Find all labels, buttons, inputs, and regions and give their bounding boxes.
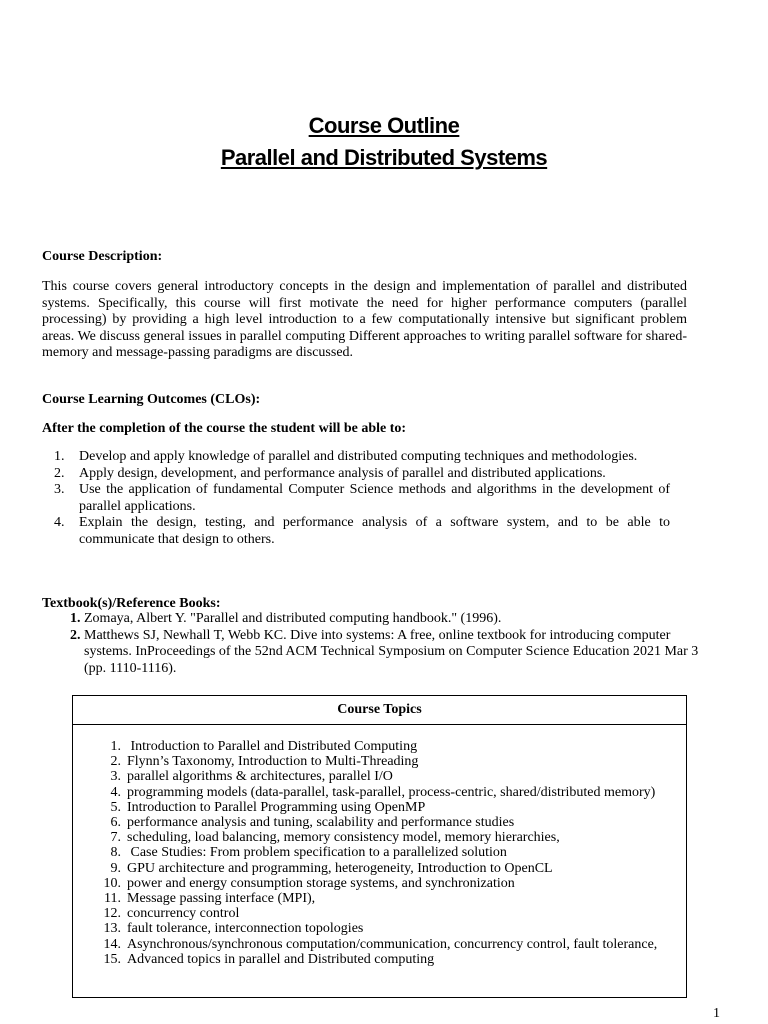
topic-item bbox=[73, 952, 673, 967]
topic-text: scheduling, load balancing, memory consistency model, memory hierarchies, bbox=[127, 830, 560, 846]
topic-item bbox=[73, 906, 673, 921]
course-description-text: This course covers general introductory concepts in the design and implementation of parallel and distributed systems. Specifically, this course will first motivate the need for higher performance computers (parallel processing) by providing a high level introduction to a few computationally intensive but significant problem areas. We discuss general issues in parallel computing Different approaches to writing parallel software for shared-memory and message-passing paradigms are discussed. bbox=[42, 279, 687, 361]
topic-item bbox=[73, 861, 673, 876]
topic-item bbox=[73, 891, 673, 906]
document-title: Course Outline bbox=[308, 113, 460, 138]
topic-number: 4. bbox=[110, 784, 121, 800]
textbook-text: Zomaya, Albert Y. "Parallel and distributed computing handbook." (1996). bbox=[84, 611, 502, 626]
topic-number: 10. bbox=[103, 875, 121, 891]
topic-item bbox=[73, 937, 673, 952]
course-topics-table bbox=[72, 695, 687, 998]
topic-text: power and energy consumption storage systems, and synchronization bbox=[127, 875, 515, 891]
topic-number: 9. bbox=[110, 860, 121, 876]
topic-text: programming models (data-parallel, task-parallel, process-centric, shared/distributed memory) bbox=[127, 784, 656, 800]
topic-text: Message passing interface (MPI), bbox=[127, 891, 316, 907]
course-topics-list bbox=[73, 739, 673, 967]
topic-text: Advanced topics in parallel and Distributed computing bbox=[127, 951, 435, 967]
clo-item bbox=[42, 466, 670, 483]
topic-item bbox=[73, 845, 673, 860]
textbook-text: Matthews SJ, Newhall T, Webb KC. Dive into systems: A free, online textbook for introducing computer systems. InProceedings of the 52nd ACM Technical Symposium on Computer Science Education 2021 Mar 3 (pp. 1110-1116). bbox=[84, 627, 699, 676]
topic-text: Introduction to Parallel and Distributed Computing bbox=[127, 739, 418, 754]
topic-number: 8. bbox=[110, 845, 121, 861]
topic-number: 2. bbox=[110, 754, 121, 770]
topic-item bbox=[73, 876, 673, 891]
topic-item bbox=[73, 815, 673, 830]
topic-number: 1. bbox=[110, 739, 121, 754]
clo-item bbox=[42, 449, 670, 466]
course-description-heading: Course Description: bbox=[42, 249, 163, 264]
clo-number: 3. bbox=[54, 482, 65, 498]
topic-item bbox=[73, 785, 673, 800]
topic-number: 5. bbox=[110, 799, 121, 815]
topic-text: concurrency control bbox=[127, 906, 240, 922]
topic-text: Flynn’s Taxonomy, Introduction to Multi-Threading bbox=[127, 754, 419, 770]
textbooks-heading: Textbook(s)/Reference Books: bbox=[42, 596, 221, 611]
topic-text: parallel algorithms & architectures, parallel I/O bbox=[127, 769, 393, 785]
topic-text: Introduction to Parallel Programming using OpenMP bbox=[127, 799, 426, 815]
topic-item bbox=[73, 739, 673, 754]
topic-number: 6. bbox=[110, 815, 121, 831]
topic-number: 12. bbox=[103, 906, 121, 922]
clo-text: Develop and apply knowledge of parallel and distributed computing techniques and methodologies. bbox=[79, 449, 638, 464]
clo-number: 1. bbox=[54, 449, 65, 464]
textbook-number: 1. bbox=[70, 611, 81, 626]
topic-item bbox=[73, 754, 673, 769]
clos-subheading: After the completion of the course the student will be able to: bbox=[42, 421, 407, 436]
clos-heading: Course Learning Outcomes (CLOs): bbox=[42, 392, 261, 407]
clo-item bbox=[42, 482, 670, 515]
page-number: 1 bbox=[713, 1006, 720, 1021]
topic-text: fault tolerance, interconnection topologies bbox=[127, 921, 364, 937]
topic-item bbox=[73, 769, 673, 784]
textbook-item bbox=[60, 628, 700, 678]
topic-number: 3. bbox=[110, 769, 121, 785]
clo-text: Apply design, development, and performance analysis of parallel and distributed applications. bbox=[79, 465, 606, 481]
topic-item bbox=[73, 921, 673, 936]
topic-item bbox=[73, 830, 673, 845]
topic-number: 15. bbox=[103, 951, 121, 967]
course-topics-heading: Course Topics bbox=[73, 696, 686, 725]
topic-number: 7. bbox=[110, 830, 121, 846]
clo-number: 2. bbox=[54, 465, 65, 481]
topic-text: GPU architecture and programming, heterogeneity, Introduction to OpenCL bbox=[127, 860, 553, 876]
clo-item bbox=[42, 515, 670, 548]
textbook-item bbox=[60, 611, 700, 628]
topic-text: Asynchronous/synchronous computation/communication, concurrency control, fault tolerance, bbox=[127, 936, 658, 952]
document-subtitle: Parallel and Distributed Systems bbox=[220, 145, 548, 170]
topic-number: 14. bbox=[103, 936, 121, 952]
clo-number: 4. bbox=[54, 515, 65, 531]
topic-number: 13. bbox=[103, 921, 121, 937]
clo-text: Use the application of fundamental Computer Science methods and algorithms in the development of parallel applications. bbox=[79, 482, 670, 514]
topic-number: 11. bbox=[104, 891, 121, 907]
clo-text: Explain the design, testing, and performance analysis of a software system, and to be able to communicate that design to others. bbox=[79, 515, 670, 547]
topic-text: Case Studies: From problem specification to a parallelized solution bbox=[127, 845, 507, 861]
topic-item bbox=[73, 800, 673, 815]
textbook-list bbox=[60, 611, 700, 677]
textbook-number: 2. bbox=[70, 627, 81, 643]
clo-list bbox=[42, 449, 670, 549]
topic-text: performance analysis and tuning, scalability and performance studies bbox=[127, 815, 515, 831]
